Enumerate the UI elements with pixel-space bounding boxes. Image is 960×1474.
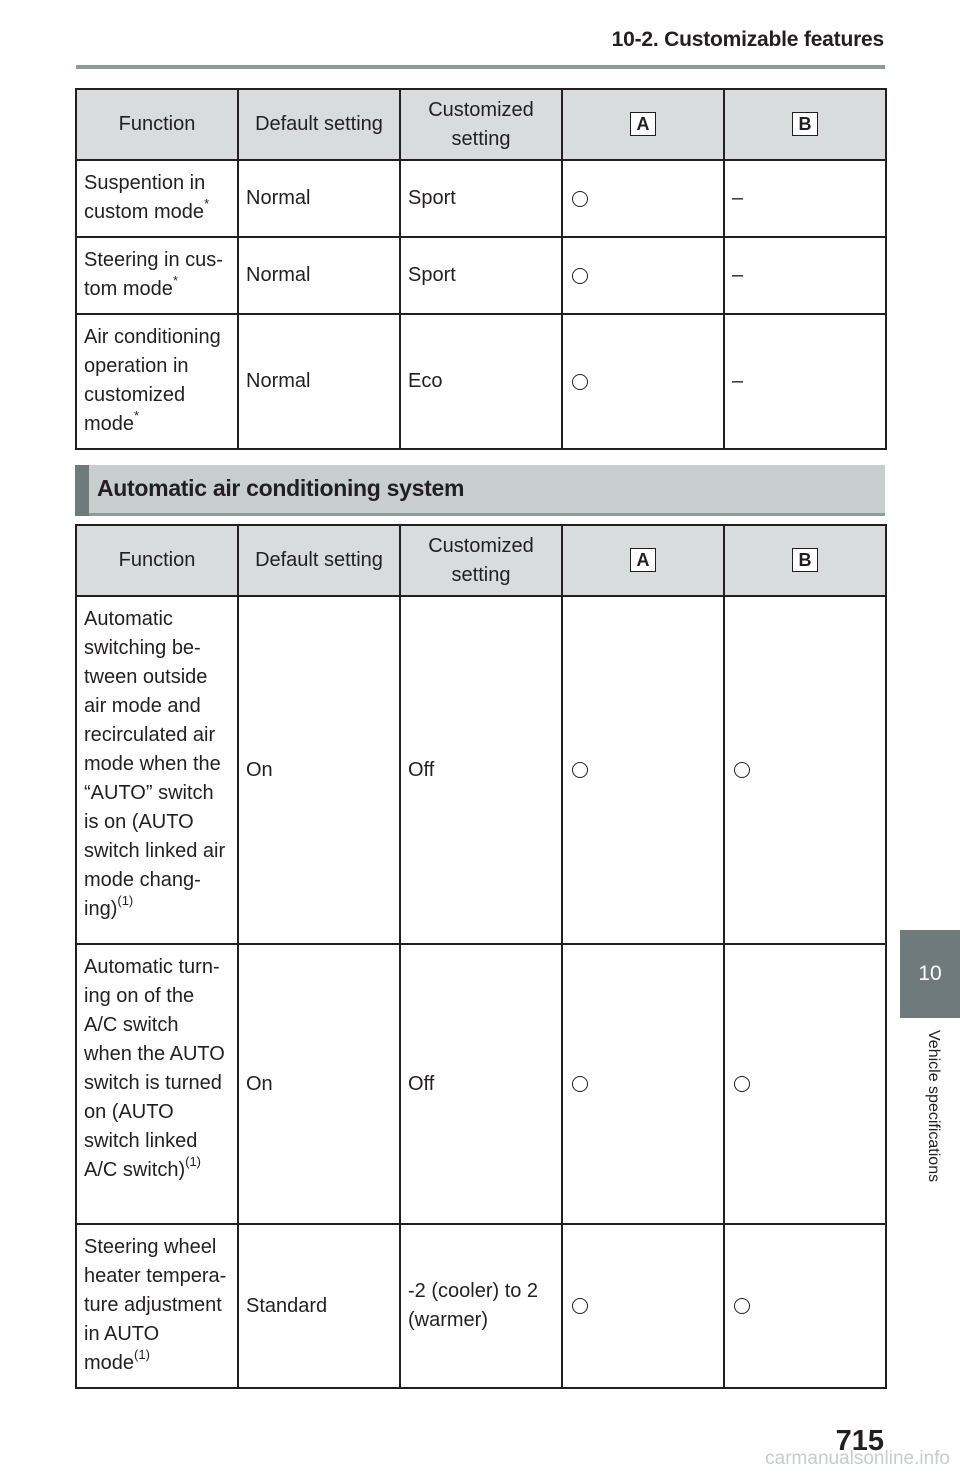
footnote-mark: * bbox=[134, 408, 140, 424]
col-b bbox=[724, 89, 886, 160]
col-b bbox=[724, 525, 886, 596]
circle-icon bbox=[734, 1298, 750, 1314]
footnote-mark: * bbox=[204, 196, 210, 212]
table-row bbox=[76, 1224, 886, 1388]
circle-icon bbox=[734, 762, 750, 778]
a-cell bbox=[562, 237, 724, 314]
chapter-tab: 10 bbox=[900, 930, 960, 1018]
circle-icon bbox=[572, 191, 588, 207]
default-cell: Normal bbox=[238, 237, 400, 314]
function-text: Steering in cus-tom mode bbox=[84, 249, 223, 300]
custom-cell: Off bbox=[400, 596, 562, 944]
circle-icon bbox=[734, 1076, 750, 1092]
default-cell: Standard bbox=[238, 1224, 400, 1388]
circle-icon bbox=[572, 374, 588, 390]
function-cell bbox=[76, 160, 238, 237]
table-row bbox=[76, 944, 886, 1224]
circle-icon bbox=[572, 1076, 588, 1092]
circle-icon bbox=[572, 1298, 588, 1314]
section-accent bbox=[75, 465, 89, 516]
header-rule bbox=[76, 65, 885, 69]
col-a bbox=[562, 525, 724, 596]
b-cell: – bbox=[724, 160, 886, 237]
settings-table-1 bbox=[75, 88, 887, 450]
table-row bbox=[76, 314, 886, 449]
section-title: Automatic air conditioning system bbox=[97, 475, 465, 501]
circle-icon bbox=[572, 268, 588, 284]
function-cell bbox=[76, 944, 238, 1224]
custom-cell: Off bbox=[400, 944, 562, 1224]
footnote-mark: (1) bbox=[185, 1154, 202, 1170]
footnote-mark: * bbox=[172, 273, 178, 289]
custom-cell: -2 (cooler) to 2 (warmer) bbox=[400, 1224, 562, 1388]
custom-cell: Sport bbox=[400, 237, 562, 314]
col-a-label: A bbox=[630, 112, 656, 136]
col-b-label: B bbox=[792, 548, 818, 572]
col-default: Default setting bbox=[238, 525, 400, 596]
watermark: carmanualsonline.info bbox=[765, 1448, 950, 1469]
a-cell bbox=[562, 314, 724, 449]
table-header-row bbox=[76, 89, 886, 160]
settings-table-2 bbox=[75, 524, 887, 1389]
a-cell bbox=[562, 160, 724, 237]
col-customized: Customized setting bbox=[400, 89, 562, 160]
page-header-title: 10-2. Customizable features bbox=[611, 28, 884, 51]
default-cell: Normal bbox=[238, 160, 400, 237]
function-text: Suspention in custom mode bbox=[84, 172, 206, 223]
section-heading bbox=[75, 465, 885, 516]
custom-cell: Sport bbox=[400, 160, 562, 237]
b-cell: – bbox=[724, 237, 886, 314]
b-cell: – bbox=[724, 314, 886, 449]
col-default: Default setting bbox=[238, 89, 400, 160]
chapter-label: Vehicle specifications bbox=[925, 1030, 942, 1183]
function-cell bbox=[76, 314, 238, 449]
table-header-row bbox=[76, 525, 886, 596]
table-row bbox=[76, 596, 886, 944]
footnote-mark: (1) bbox=[134, 1347, 150, 1363]
a-cell bbox=[562, 944, 724, 1224]
function-text: Steering wheel heater tempera-ture adjustment in AUTO mode bbox=[84, 1236, 227, 1374]
col-a bbox=[562, 89, 724, 160]
custom-cell: Eco bbox=[400, 314, 562, 449]
a-cell bbox=[562, 1224, 724, 1388]
a-cell bbox=[562, 596, 724, 944]
function-cell bbox=[76, 1224, 238, 1388]
default-cell: On bbox=[238, 596, 400, 944]
col-function: Function bbox=[76, 525, 238, 596]
function-cell bbox=[76, 237, 238, 314]
col-a-label: A bbox=[630, 548, 656, 572]
function-text: Automatic switching be-tween outside air mode and recirculated air mode when the “AUTO” switch is on (AUTO switch linked air mode chang-ing) bbox=[84, 608, 226, 920]
circle-icon bbox=[572, 762, 588, 778]
footnote-mark: (1) bbox=[117, 893, 134, 909]
b-cell bbox=[724, 944, 886, 1224]
b-cell bbox=[724, 596, 886, 944]
col-customized: Customized setting bbox=[400, 525, 562, 596]
function-text: Automatic turn-ing on of the A/C switch when the AUTO switch is turned on (AUTO switch linked A/C switch) bbox=[84, 956, 225, 1181]
function-cell bbox=[76, 596, 238, 944]
default-cell: Normal bbox=[238, 314, 400, 449]
b-cell bbox=[724, 1224, 886, 1388]
col-b-label: B bbox=[792, 112, 818, 136]
page-number: 715 bbox=[835, 1425, 884, 1457]
col-function: Function bbox=[76, 89, 238, 160]
table-row bbox=[76, 237, 886, 314]
function-text: Air conditioning operation in customized mode bbox=[84, 326, 221, 435]
table-row bbox=[76, 160, 886, 237]
default-cell: On bbox=[238, 944, 400, 1224]
